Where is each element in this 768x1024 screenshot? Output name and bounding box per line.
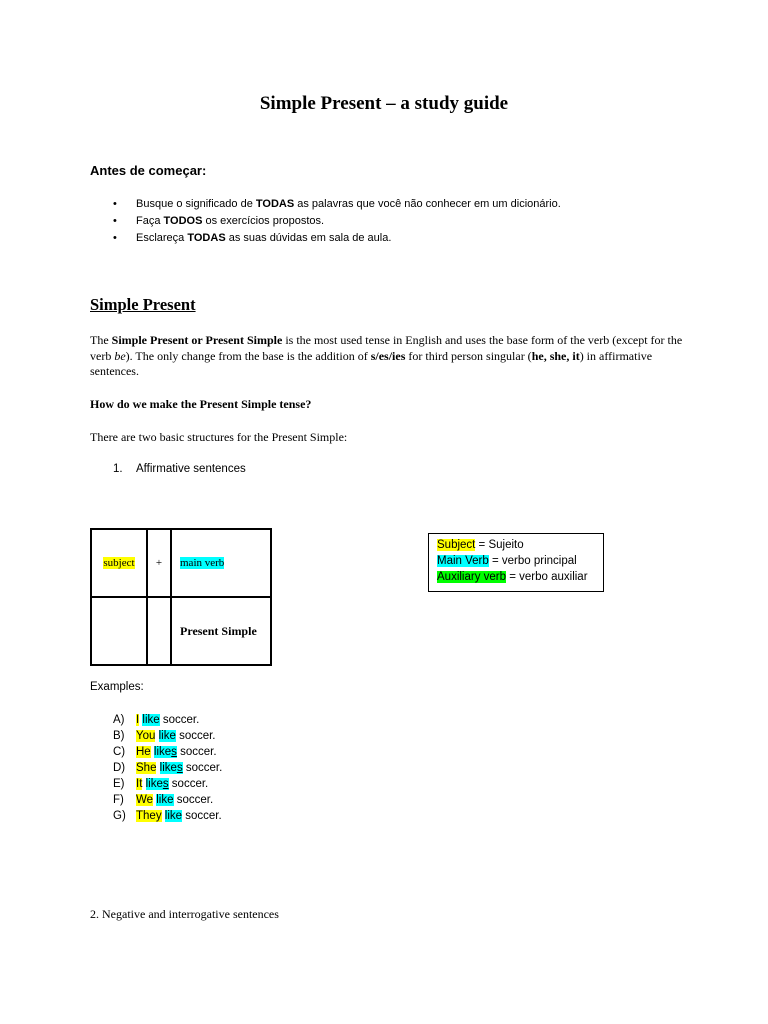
section-heading: Simple Present <box>90 295 196 314</box>
color-legend <box>428 533 604 592</box>
bullet-icon: • <box>113 215 117 227</box>
legend-row-auxiliary <box>437 569 595 585</box>
example-letter: C) <box>113 746 126 758</box>
verb-suffix: s <box>162 778 169 790</box>
item-label: Affirmative sentences <box>136 463 246 475</box>
bullet-icon: • <box>113 198 117 210</box>
bullet-text: os exercícios propostos. <box>202 215 325 227</box>
paragraph-text: for third person singular ( <box>405 348 532 363</box>
paragraph-text: is the most used tense in English and uses the base form of the verb (except for the verb <box>90 333 683 363</box>
example-subject: I <box>136 714 140 726</box>
verb-base: like <box>164 810 183 822</box>
table-row <box>91 529 271 597</box>
example-subject: It <box>136 778 143 790</box>
example-subject: We <box>136 794 154 806</box>
example-letter: D) <box>113 762 126 774</box>
list-item <box>113 728 222 744</box>
bullet-icon: • <box>113 232 117 244</box>
bullet-text: Esclareça <box>136 232 188 244</box>
bullet-text: Faça <box>136 215 164 227</box>
intro-paragraph <box>90 333 690 380</box>
example-subject: He <box>136 746 151 758</box>
example-rest: soccer. <box>168 778 209 790</box>
next-section-heading: 2. Negative and interrogative sentences <box>90 907 279 921</box>
main-verb-term: main verb <box>180 557 225 569</box>
paragraph-emphasis: Simple Present or Present Simple <box>111 333 283 347</box>
numbered-item <box>113 463 246 475</box>
example-verb <box>146 778 169 790</box>
list-item <box>113 776 222 792</box>
page-title: Simple Present – a study guide <box>259 93 509 114</box>
example-subject: She <box>136 762 157 774</box>
plus-sign: + <box>155 557 163 569</box>
legend-definition: = verbo auxiliar <box>506 571 588 583</box>
bullet-text: Busque o significado de <box>136 198 256 210</box>
item-number: 1. <box>113 463 123 475</box>
example-letter: F) <box>113 794 124 806</box>
bullet-emphasis: TODOS <box>163 215 203 227</box>
example-rest: soccer. <box>182 762 223 774</box>
example-rest: soccer. <box>173 794 214 806</box>
list-item <box>113 744 222 760</box>
example-subject: You <box>136 730 156 742</box>
example-subject: They <box>136 810 162 822</box>
bullet-emphasis: TODAS <box>255 198 295 210</box>
table-cell-empty <box>147 597 171 665</box>
legend-term: Auxiliary verb <box>437 571 507 583</box>
paragraph-italic: be <box>114 348 126 363</box>
table-cell-main-verb <box>171 529 271 597</box>
example-verb <box>156 794 173 806</box>
present-simple-label: Present Simple <box>180 623 257 638</box>
example-verb <box>160 762 183 774</box>
example-rest: soccer. <box>176 746 217 758</box>
example-verb <box>142 714 159 726</box>
paragraph-text: ) in affirmative sentences. <box>90 348 653 378</box>
table-cell-plus <box>147 529 171 597</box>
example-letter: G) <box>113 810 126 822</box>
list-item <box>113 230 561 247</box>
intro-heading: Antes de começar: <box>90 163 207 178</box>
examples-heading: Examples: <box>90 681 144 693</box>
bullet-text: as suas dúvidas em sala de aula. <box>225 232 392 244</box>
list-item <box>113 213 561 230</box>
paragraph-emphasis: s/es/ies <box>370 348 406 363</box>
verb-base: like <box>153 746 172 758</box>
subject-term: subject <box>103 557 135 569</box>
table-cell-empty <box>91 597 147 665</box>
example-verb <box>159 730 176 742</box>
structure-table <box>90 528 272 666</box>
example-letter: A) <box>113 714 125 726</box>
example-rest: soccer. <box>175 730 216 742</box>
example-rest: soccer. <box>159 714 200 726</box>
structures-intro: There are two basic structures for the Present Simple: <box>90 430 348 444</box>
verb-base: like <box>158 730 176 742</box>
table-cell-subject <box>91 529 147 597</box>
bullet-emphasis: TODAS <box>187 232 226 244</box>
verb-base: like <box>159 762 177 774</box>
legend-definition: = Sujeito <box>475 539 524 551</box>
paragraph-emphasis: he, she, it <box>531 348 580 363</box>
example-verb <box>165 810 182 822</box>
example-rest: soccer. <box>182 810 222 822</box>
legend-term: Subject <box>437 539 476 551</box>
legend-row-main-verb <box>437 553 595 569</box>
intro-bullet-list <box>113 196 561 247</box>
table-cell-present-simple <box>171 597 271 665</box>
examples-list <box>113 712 222 824</box>
bullet-text: as palavras que você não conhecer em um dicionário. <box>294 198 561 210</box>
verb-suffix: s <box>176 762 183 774</box>
example-letter: E) <box>113 778 125 790</box>
legend-row-subject <box>437 537 595 553</box>
verb-base: like <box>142 714 160 726</box>
list-item <box>113 196 561 213</box>
list-item <box>113 808 222 824</box>
list-item <box>113 760 222 776</box>
verb-base: like <box>156 794 174 806</box>
legend-term: Main Verb <box>437 555 489 567</box>
example-verb <box>154 746 177 758</box>
how-heading: How do we make the Present Simple tense? <box>90 397 312 411</box>
legend-definition: = verbo principal <box>488 555 577 567</box>
paragraph-text: The <box>90 333 112 347</box>
example-letter: B) <box>113 730 125 742</box>
verb-suffix: s <box>171 746 177 758</box>
table-row <box>91 597 271 665</box>
paragraph-text: ). The only change from the base is the addition of <box>125 348 371 363</box>
list-item <box>113 792 222 808</box>
list-item <box>113 712 222 728</box>
verb-base: like <box>145 778 163 790</box>
